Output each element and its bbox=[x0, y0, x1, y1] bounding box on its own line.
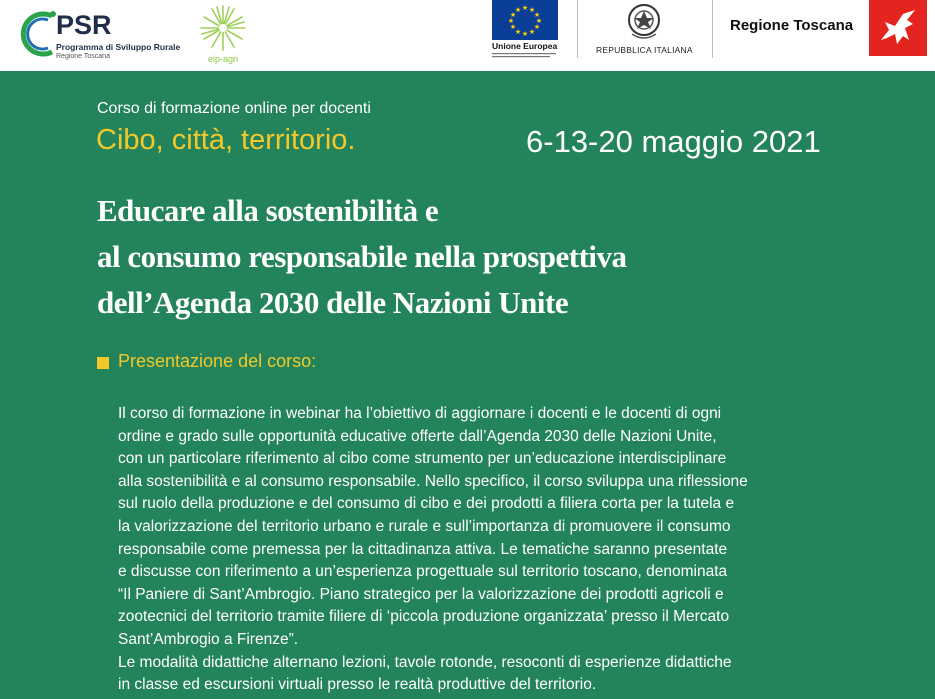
logo-bar bbox=[0, 0, 935, 71]
svg-text:★: ★ bbox=[521, 30, 529, 38]
description-line: Sant’Ambrogio a Firenze”. bbox=[118, 630, 299, 648]
description-line: zootecnici del territorio tramite filiere di ‘piccola produzione organizzata’ presso il Mercato bbox=[118, 608, 730, 626]
svg-text:★: ★ bbox=[514, 28, 522, 36]
svg-text:★: ★ bbox=[528, 28, 536, 36]
svg-text:★: ★ bbox=[509, 11, 517, 19]
description-line: sul ruolo della produzione e del consumo di cibo e dei prodotti a filiera corta per la tutela e bbox=[118, 495, 735, 513]
svg-text:★: ★ bbox=[535, 17, 543, 25]
pegasus-icon bbox=[869, 0, 927, 56]
headline-line: al consumo responsabile nella prospettiva bbox=[97, 239, 627, 274]
italian-emblem-icon bbox=[596, 0, 692, 44]
eip-burst-icon bbox=[196, 3, 250, 53]
psr-title: PSR bbox=[56, 10, 112, 40]
eu-flag bbox=[492, 0, 558, 40]
headline-line: Educare alla sostenibilità e bbox=[97, 193, 439, 228]
eip-agri-logo bbox=[196, 3, 250, 67]
eu-label: Unione Europea bbox=[492, 41, 558, 51]
toscana-label: Regione Toscana bbox=[730, 17, 854, 34]
eip-label: eip-agri bbox=[207, 54, 238, 64]
headline-line: dell’Agenda 2030 delle Nazioni Unite bbox=[97, 285, 569, 320]
section-bullet-icon bbox=[97, 357, 109, 369]
toscana-flag bbox=[869, 0, 927, 56]
course-title: Cibo, città, territorio. bbox=[96, 124, 356, 156]
repubblica-label: REPUBBLICA ITALIANA bbox=[596, 45, 693, 55]
logo-separator bbox=[577, 0, 578, 58]
description-line: in classe ed escursioni virtuali presso le realtà produttive del territorio. bbox=[118, 676, 597, 694]
psr-swoosh-icon bbox=[18, 6, 58, 62]
psr-logo bbox=[18, 6, 181, 62]
description-line: Il corso di formazione in webinar ha l’obiettivo di aggiornare i docenti e le docenti di ogni bbox=[118, 405, 722, 422]
section-title: Presentazione del corso: bbox=[118, 351, 317, 371]
svg-text:★: ★ bbox=[533, 23, 541, 31]
course-description bbox=[118, 403, 858, 697]
course-dates: 6-13-20 maggio 2021 bbox=[526, 124, 821, 159]
eu-logo bbox=[492, 0, 562, 66]
repubblica-logo bbox=[596, 0, 696, 66]
svg-text:★: ★ bbox=[521, 4, 529, 12]
headline bbox=[97, 188, 857, 326]
psr-region: Regione Toscana bbox=[56, 53, 110, 60]
description-line: ordine e grado sulle opportunità educative offerte dall’Agenda 2030 delle Nazioni Unite, bbox=[118, 427, 717, 445]
svg-text:★: ★ bbox=[533, 11, 541, 19]
psr-subtitle: Programma di Sviluppo Rurale bbox=[56, 42, 181, 52]
description-line: responsabile come premessa per la cittadinanza attiva. Le tematiche saranno presentate bbox=[118, 540, 728, 558]
description-line: e discusse con riferimento a un’esperienza progettuale sul territorio toscano, denominata bbox=[118, 563, 728, 581]
svg-text:★: ★ bbox=[514, 6, 522, 14]
eu-fineprint-icon bbox=[492, 52, 558, 60]
logo-separator bbox=[712, 0, 713, 58]
description-line: la valorizzazione del territorio urbano e rurale e sull’importanza di promuovere il consumo bbox=[118, 517, 731, 535]
description-line: con un particolare riferimento al cibo come strumento per un’educazione interdisciplinare bbox=[118, 450, 727, 468]
description-line: alla sostenibilità e al consumo responsabile. Nello specifico, il corso sviluppa una riflessione bbox=[118, 472, 748, 490]
course-type: Corso di formazione online per docenti bbox=[97, 100, 371, 117]
svg-text:★: ★ bbox=[507, 17, 515, 25]
description-line: Le modalità didattiche alternano lezioni, tavole rotonde, resoconti di esperienze didattiche bbox=[118, 653, 732, 671]
svg-text:★: ★ bbox=[528, 6, 536, 14]
svg-text:★: ★ bbox=[509, 23, 517, 31]
eu-stars-icon bbox=[492, 0, 558, 40]
description-line: “Il Paniere di Sant’Ambrogio. Piano strategico per la valorizzazione dei prodotti agricoli e bbox=[118, 585, 724, 603]
